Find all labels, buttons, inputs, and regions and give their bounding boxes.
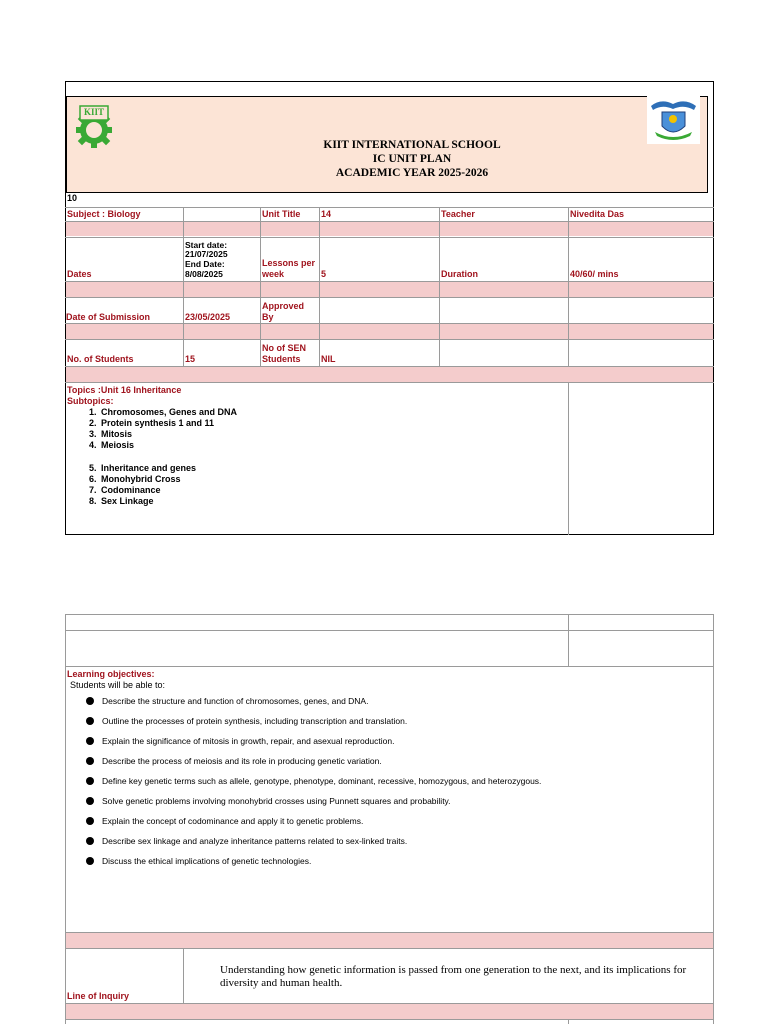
teacher-label: Teacher: [441, 209, 475, 219]
list-item: 4. Meiosis: [99, 440, 237, 451]
list-item: Describe the process of meiosis and its role in producing genetic variation.: [66, 756, 706, 776]
bullet-icon: [86, 777, 94, 785]
list-item: 2. Protein synthesis 1 and 11: [99, 418, 237, 429]
unit-title-label: Unit Title: [262, 209, 301, 219]
duration-value: 40/60/ mins: [570, 269, 619, 279]
students-value: 15: [185, 354, 196, 364]
list-item: Solve genetic problems involving monohybrid crosses using Punnett squares and probability.: [66, 796, 706, 816]
list-item: Define key genetic terms such as allele, genotype, phenotype, dominant, recessive, homozygous, and heterozygous.: [66, 776, 706, 796]
pink-band: [66, 222, 713, 236]
subject-label: Subject : Biology: [67, 209, 141, 219]
end-date-value: 8/08/2025: [185, 269, 223, 279]
objectives-intro: Students will be able to:: [70, 680, 166, 690]
bullet-icon: [86, 697, 94, 705]
lessons-label: Lessons per: [262, 258, 316, 268]
list-item: 5. Inheritance and genes: [99, 463, 196, 474]
bullet-icon: [86, 837, 94, 845]
sen-value: NIL: [321, 354, 336, 364]
unit-title-value: 14: [321, 209, 332, 219]
pink-band: [66, 933, 713, 948]
approved-label: Approved: [262, 301, 305, 311]
list-item: 7. Codominance: [99, 485, 196, 496]
list-item: Explain the concept of codominance and apply it to genetic problems.: [66, 816, 706, 836]
pink-band: [66, 282, 713, 297]
bullet-icon: [86, 717, 94, 725]
teacher-value: Nivedita Das: [570, 209, 625, 219]
bullet-icon: [86, 737, 94, 745]
dates-label: Dates: [67, 269, 92, 279]
subtopics-title: Subtopics:: [67, 396, 114, 406]
list-item: Describe the structure and function of chromosomes, genes, and DNA.: [66, 696, 706, 716]
sen-label-2: Students: [262, 354, 301, 364]
pink-band: [66, 367, 713, 382]
end-date-label: End Date:: [185, 259, 225, 269]
lessons-label-2: week: [262, 269, 285, 279]
submission-label: Date of Submission: [66, 312, 151, 322]
school-name: KIIT INTERNATIONAL SCHOOL: [323, 139, 501, 151]
list-item: Outline the processes of protein synthesis, including transcription and translation.: [66, 716, 706, 736]
list-item: 8. Sex Linkage: [99, 496, 196, 507]
bullet-icon: [86, 817, 94, 825]
bullet-icon: [86, 797, 94, 805]
subtopics-list-2: [63, 463, 196, 507]
approved-label-2: By: [262, 312, 274, 322]
duration-label: Duration: [441, 269, 478, 279]
list-item: 3. Mitosis: [99, 429, 237, 440]
kiit-logo-text: KIIT: [84, 107, 105, 117]
list-item: 1. Chromosomes, Genes and DNA: [99, 407, 237, 418]
line-of-inquiry-label: Line of Inquiry: [67, 991, 129, 1001]
pink-band: [66, 1004, 713, 1019]
bullet-icon: [86, 857, 94, 865]
list-item: Discuss the ethical implications of genetic technologies.: [66, 856, 706, 876]
school-crest-logo: [647, 96, 700, 144]
grade-value: 10: [67, 193, 78, 203]
pink-band: [66, 324, 713, 339]
submission-value: 23/05/2025: [185, 312, 231, 322]
start-date-label: Start date:: [185, 240, 228, 250]
sen-label: No of SEN: [262, 343, 306, 353]
topics-title: Topics :Unit 16 Inheritance: [67, 385, 182, 395]
start-date-value: 21/07/2025: [185, 249, 228, 259]
academic-year: ACADEMIC YEAR 2025-2026: [335, 167, 489, 179]
subtopics-list-1: [63, 407, 237, 451]
plan-title: IC UNIT PLAN: [372, 153, 452, 165]
list-item: Describe sex linkage and analyze inheritance patterns related to sex-linked traits.: [66, 836, 706, 856]
line-of-inquiry-text: Understanding how genetic information is passed from one generation to the next, and its implications for diversity and human health.: [220, 964, 687, 989]
objectives-list: [66, 696, 706, 876]
bullet-icon: [86, 757, 94, 765]
list-item: 6. Monohybrid Cross: [99, 474, 196, 485]
lessons-value: 5: [321, 269, 327, 279]
students-label: No. of Students: [67, 354, 134, 364]
list-item: Explain the significance of mitosis in growth, repair, and asexual reproduction.: [66, 736, 706, 756]
objectives-title: Learning objectives:: [67, 669, 155, 679]
